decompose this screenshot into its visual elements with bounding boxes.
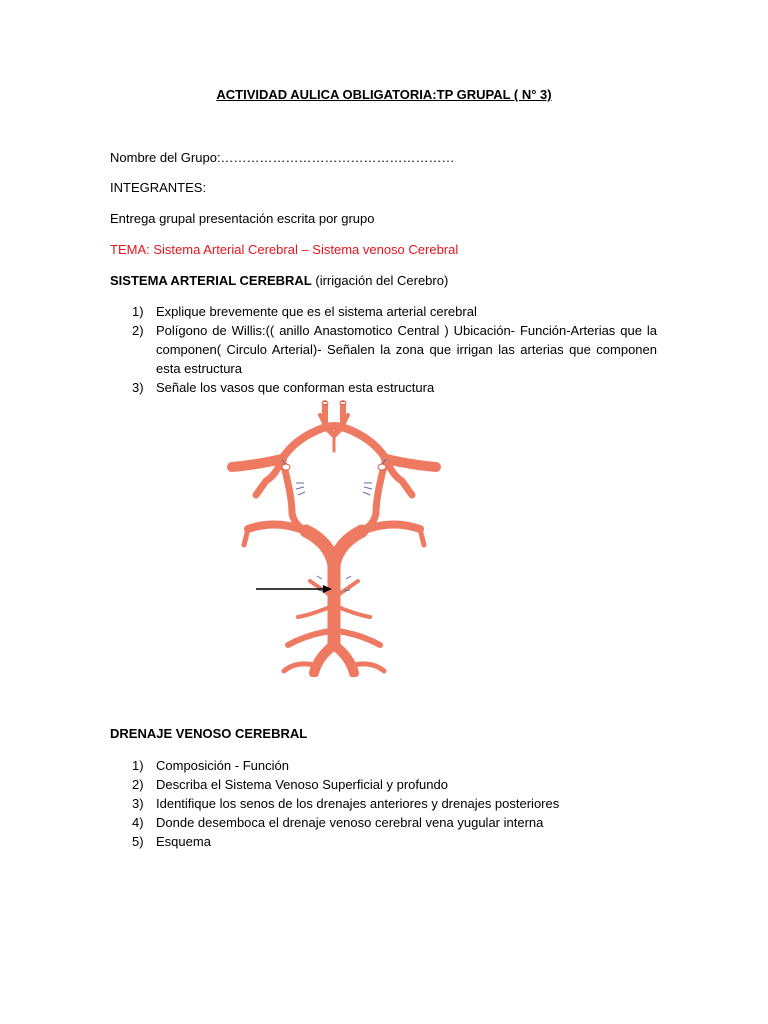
list-item xyxy=(110,832,657,851)
list-item xyxy=(110,321,657,378)
delivery-note: Entrega grupal presentación escrita por grupo xyxy=(110,211,375,226)
circle-of-willis-diagram xyxy=(226,395,442,677)
venous-questions-list xyxy=(110,756,657,851)
item-number: 2) xyxy=(132,777,144,792)
arterial-heading-sub: (irrigación del Cerebro) xyxy=(311,273,449,288)
item-number: 1) xyxy=(132,304,144,319)
list-item xyxy=(110,302,657,321)
list-item xyxy=(110,775,657,794)
item-number: 1) xyxy=(132,758,144,773)
list-item xyxy=(110,794,657,813)
item-text: Esquema xyxy=(156,834,211,849)
item-number: 3) xyxy=(132,796,144,811)
list-item xyxy=(110,813,657,832)
group-name-line: Nombre del Grupo:……………………………………………… xyxy=(110,150,455,165)
item-text: Composición - Función xyxy=(156,758,289,773)
venous-section-heading: DRENAJE VENOSO CEREBRAL xyxy=(110,726,308,741)
members-label: INTEGRANTES: xyxy=(110,180,207,195)
item-number: 2) xyxy=(132,323,144,338)
item-text: Señale los vasos que conforman esta estructura xyxy=(156,380,435,395)
item-number: 5) xyxy=(132,834,144,849)
topic-line: TEMA: Sistema Arterial Cerebral – Sistema venoso Cerebral xyxy=(110,242,459,257)
item-text: Describa el Sistema Venoso Superficial y profundo xyxy=(156,777,448,792)
arterial-questions-list xyxy=(110,302,657,397)
item-number: 4) xyxy=(132,815,144,830)
arterial-heading-bold: SISTEMA ARTERIAL CEREBRAL xyxy=(110,273,312,288)
item-number: 3) xyxy=(132,380,144,395)
document-title: ACTIVIDAD AULICA OBLIGATORIA:TP GRUPAL ( N° 3) xyxy=(216,87,552,102)
item-text: Donde desemboca el drenaje venoso cerebral vena yugular interna xyxy=(156,815,544,830)
item-text: Identifique los senos de los drenajes anteriores y drenajes posteriores xyxy=(156,796,560,811)
item-text: Explique brevemente que es el sistema arterial cerebral xyxy=(156,304,477,319)
item-text: Polígono de Willis:(( anillo Anastomotico Central ) Ubicación- Función-Arterias que la componen( Circulo Arterial)- Señalen la zona que irrigan las arterias que componen esta estructura xyxy=(156,323,657,376)
list-item xyxy=(110,756,657,775)
arterial-section-heading xyxy=(110,273,448,288)
